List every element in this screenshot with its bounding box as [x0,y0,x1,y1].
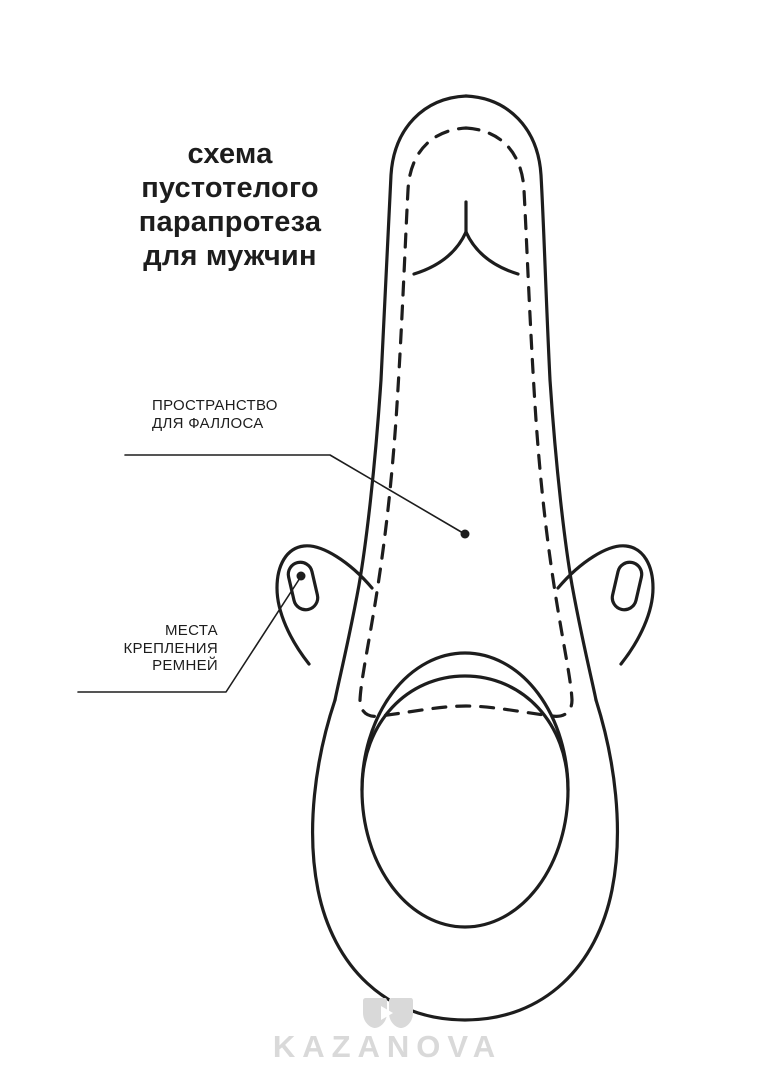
diagram-title [100,138,360,274]
ring-opening-outline [362,653,568,927]
callout-straps-line-1: МЕСТА [164,622,218,639]
title-line-3: парапротеза [138,205,322,238]
left-strap-slot [286,560,320,612]
watermark-text: KAZANOVA [272,1029,503,1064]
title-line-2: пустотелого [141,171,319,204]
callout-dot-space [461,530,470,539]
callout-straps-line-2: КРЕПЛЕНИЯ [123,639,218,657]
callout-space-line-1: ПРОСТРАНСТВО [152,397,278,414]
title-line-1: схема [187,138,273,170]
right-strap-slot [610,560,644,612]
callout-label-space-for-phallus [152,397,352,432]
callout-leader-space [125,455,463,533]
callout-label-strap-points [88,622,218,675]
right-strap-tab-outline [558,546,653,664]
glans-detail-left-curve [414,232,466,274]
title-line-4: для мужчин [143,239,317,272]
glans-detail-right-curve [466,232,518,274]
mask-logo-glyph [360,997,416,1031]
left-strap-tab-outline [277,546,372,664]
callout-straps-line-3: РЕМНЕЙ [152,657,218,675]
callout-dot-straps [297,572,306,581]
callout-space-line-2: ДЛЯ ФАЛЛОСА [152,414,264,432]
mask-logo-icon [0,997,775,1031]
outer-shaft-outline [466,96,596,700]
ring-base-outline [313,700,618,1020]
